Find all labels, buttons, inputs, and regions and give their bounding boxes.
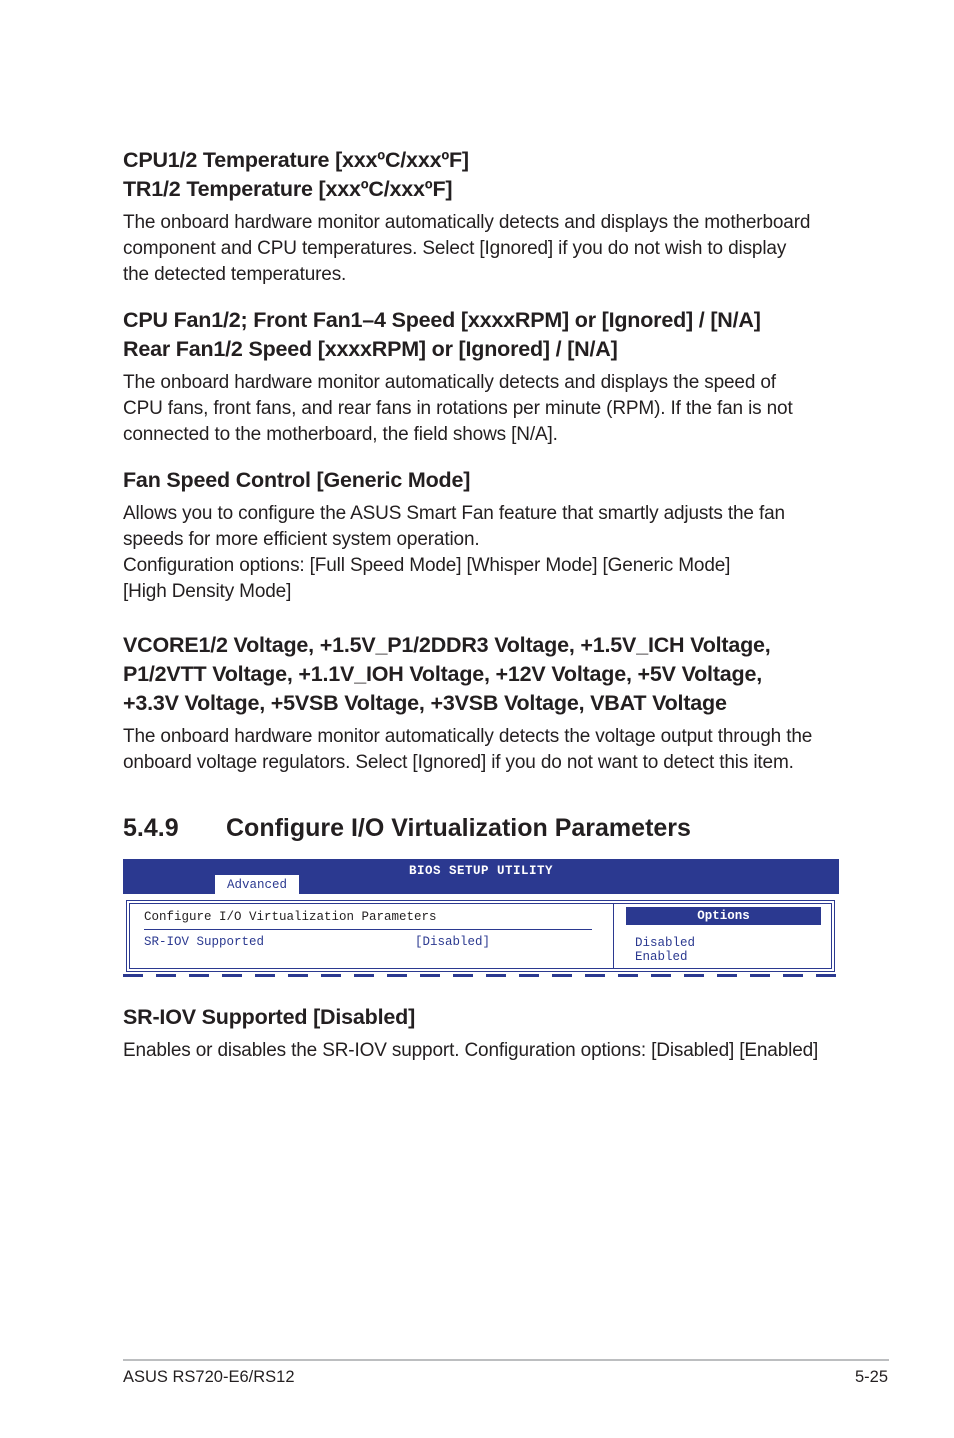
section-title: Configure I/O Virtualization Parameters — [226, 814, 691, 842]
footer-rule — [123, 1359, 889, 1361]
footer-page-number: 5-25 — [854, 1368, 888, 1386]
section-heading — [123, 810, 691, 846]
bios-inner-frame — [129, 903, 832, 969]
voltage-section — [123, 631, 843, 776]
bios-title-bar — [123, 859, 839, 894]
fan-speed-description: The onboard hardware monitor automatically detects and displays the speed of CPU fans, front fans, and rear fans in rotations per minute (RPM). If the fan is not connected to the motherboard, the field shows [N/A]. — [123, 372, 793, 445]
bios-panel-divider — [613, 904, 614, 968]
option-enabled[interactable]: Enabled — [635, 950, 688, 964]
fan-speed-heading: CPU Fan1/2; Front Fan1–4 Speed [xxxxRPM] or [Ignored] / [N/A] Rear Fan1/2 Speed [xxxxRPM] or [Ignored] / [N/A] — [123, 308, 761, 361]
fan-speed-control-description: Allows you to configure the ASUS Smart Fan feature that smartly adjusts the fan speeds for more efficient system operation. Configuration options: [Full Speed Mode] [Whisper Mode] [Generic Mode] [High Density Mode] — [123, 503, 785, 602]
footer-product-name: ASUS RS720-E6/RS12 — [123, 1368, 295, 1386]
tab-advanced[interactable]: Advanced — [215, 875, 299, 894]
cpu-temperature-heading: CPU1/2 Temperature [xxxºC/xxxºF] TR1/2 Temperature [xxxºC/xxxºF] — [123, 148, 469, 201]
voltage-heading: VCORE1/2 Voltage, +1.5V_P1/2DDR3 Voltage, +1.5V_ICH Voltage, P1/2VTT Voltage, +1.1V_IOH Voltage, +12V Voltage, +5V Voltage, +3.3V Voltage, +5VSB Voltage, +3VSB Voltage, VBAT Voltage — [123, 633, 771, 715]
bios-panel-rule — [144, 929, 592, 930]
sriov-supported-item[interactable]: SR-IOV Supported — [144, 935, 265, 949]
cpu-temperature-description: The onboard hardware monitor automatically detects and displays the motherboard component and CPU temperatures. Select [Ignored] if you do not wish to display the detected temperatures. — [123, 212, 811, 285]
option-disabled[interactable]: Disabled — [635, 936, 696, 950]
sriov-section — [123, 1003, 863, 1064]
bios-main-frame — [126, 900, 835, 972]
voltage-description: The onboard hardware monitor automatically detects the voltage output through the onboard voltage regulators. Select [Ignored] if you do not want to detect this item. — [123, 726, 813, 773]
sriov-supported-value[interactable]: [Disabled] — [415, 935, 491, 949]
bios-panel-title: Configure I/O Virtualization Parameters — [144, 910, 437, 924]
bios-bottom-dashes — [123, 974, 839, 977]
fan-speed-control-heading: Fan Speed Control [Generic Mode] — [123, 468, 471, 492]
options-header: Options — [626, 907, 821, 925]
cpu-temperature-section — [123, 146, 843, 288]
sriov-description: Enables or disables the SR-IOV support. Configuration options: [Disabled] [Enabled] — [123, 1040, 819, 1061]
fan-speed-control-section — [123, 466, 843, 605]
document-body — [123, 146, 843, 794]
sriov-heading: SR-IOV Supported [Disabled] — [123, 1005, 416, 1029]
bios-title: BIOS SETUP UTILITY — [408, 864, 554, 878]
fan-speed-section — [123, 306, 843, 448]
bios-screen — [123, 859, 839, 979]
section-number: 5.4.9 — [123, 814, 179, 842]
